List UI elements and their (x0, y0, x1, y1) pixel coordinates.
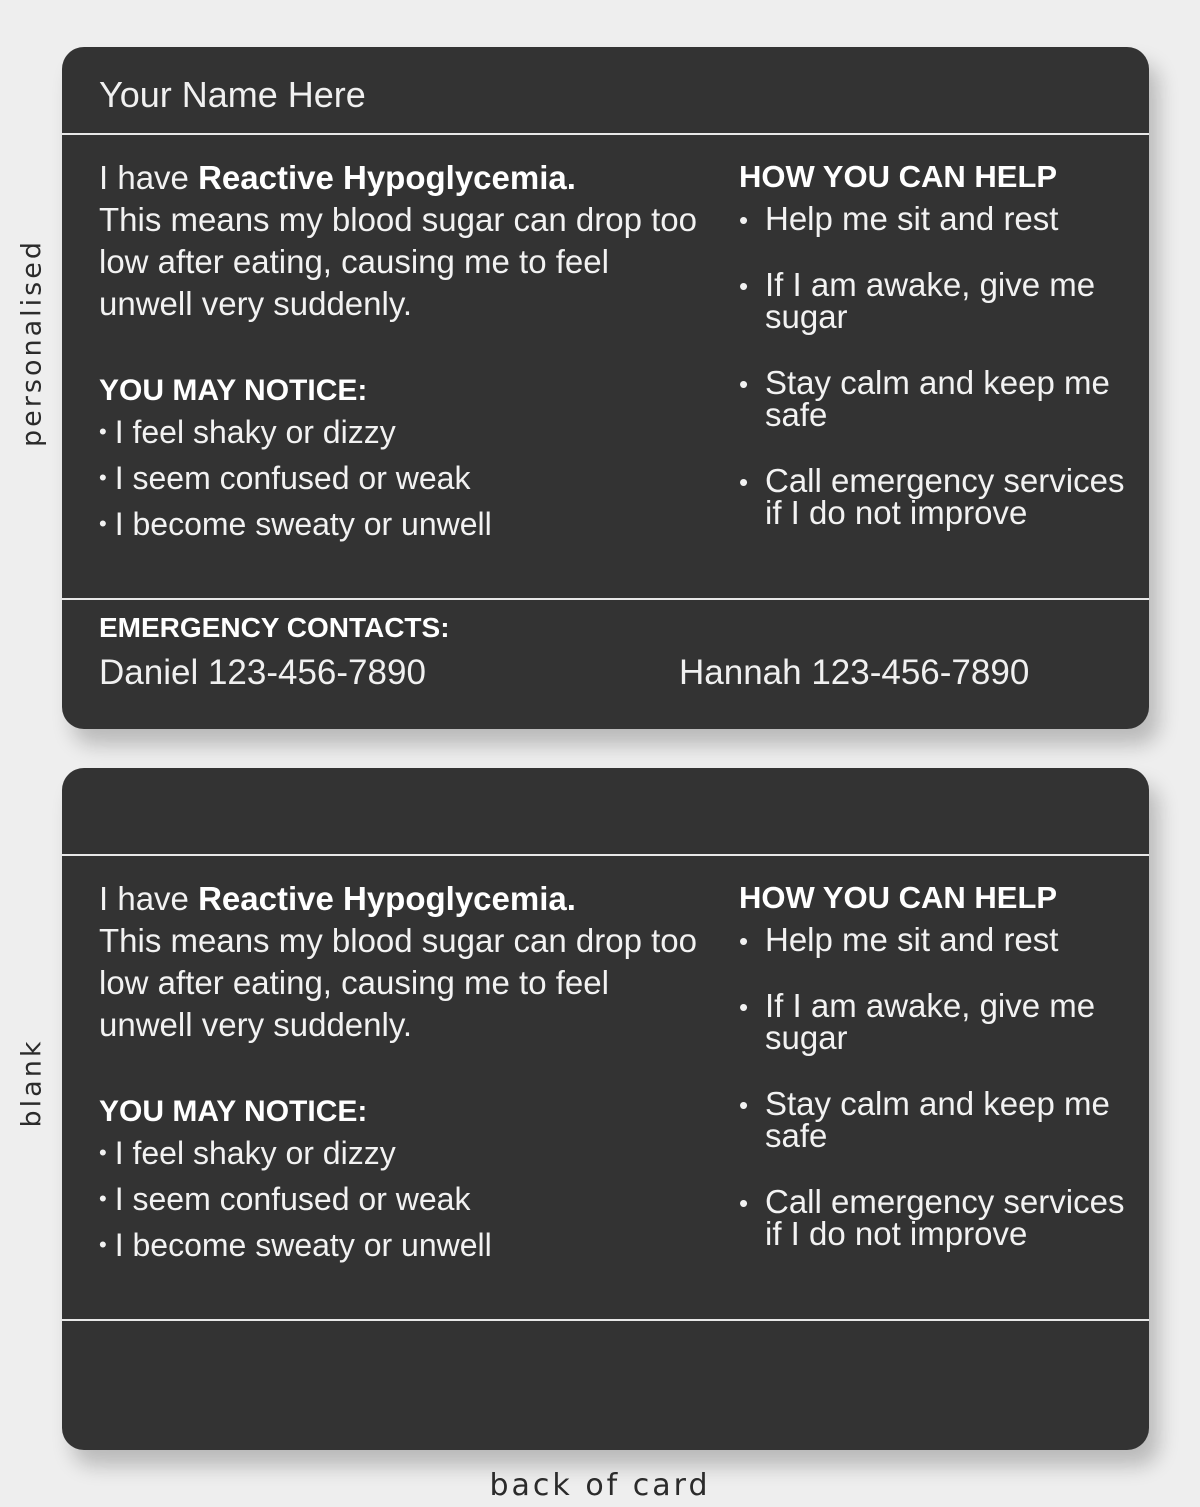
contacts-divider (62, 598, 1149, 600)
help-heading: HOW YOU CAN HELP (739, 880, 1058, 915)
notice-heading: YOU MAY NOTICE: (99, 374, 368, 407)
help-item: • Help me sit and rest (739, 924, 1139, 956)
help-list (739, 921, 1139, 1252)
notice-list (99, 411, 699, 549)
blank-label: blank (16, 1038, 48, 1128)
header-divider (62, 854, 1149, 856)
help-item: • Call emergency services if I do not improve (739, 1186, 1139, 1250)
personalised-card (62, 47, 1149, 729)
condition-intro (99, 157, 699, 325)
blank-card (62, 768, 1149, 1450)
header-divider (62, 133, 1149, 135)
notice-item: • I seem confused or weak (99, 457, 699, 503)
help-item: • Stay calm and keep me safe (739, 1088, 1139, 1152)
condition-section (99, 157, 699, 549)
contact-entry: Daniel 123-456-7890 (99, 653, 426, 692)
notice-item: • I seem confused or weak (99, 1178, 699, 1224)
notice-item: • I feel shaky or dizzy (99, 1132, 699, 1178)
condition-section (99, 878, 699, 1270)
help-section (739, 878, 1139, 1284)
contacts-heading: EMERGENCY CONTACTS: (99, 612, 450, 643)
intro-description: This means my blood sugar can drop too low after eating, causing me to feel unwell very suddenly. (99, 922, 697, 1043)
help-item: • Call emergency services if I do not improve (739, 465, 1139, 529)
contact-entry: Hannah 123-456-7890 (679, 653, 1030, 692)
help-item: • If I am awake, give me sugar (739, 269, 1139, 333)
intro-description: This means my blood sugar can drop too low after eating, causing me to feel unwell very suddenly. (99, 201, 697, 322)
notice-item: • I become sweaty or unwell (99, 1224, 699, 1270)
help-list (739, 200, 1139, 531)
help-heading: HOW YOU CAN HELP (739, 159, 1058, 194)
contacts-divider (62, 1319, 1149, 1321)
condition-name: Reactive Hypoglycemia. (198, 880, 576, 917)
help-item: • Stay calm and keep me safe (739, 367, 1139, 431)
footer-label: back of card (489, 1468, 711, 1503)
notice-heading: YOU MAY NOTICE: (99, 1095, 368, 1128)
help-item: • If I am awake, give me sugar (739, 990, 1139, 1054)
personalised-label: personalised (16, 239, 48, 447)
condition-intro (99, 878, 699, 1046)
notice-item: • I feel shaky or dizzy (99, 411, 699, 457)
notice-item: • I become sweaty or unwell (99, 503, 699, 549)
help-section (739, 157, 1139, 563)
help-item: • Help me sit and rest (739, 203, 1139, 235)
notice-list (99, 1132, 699, 1270)
intro-prefix: I have (99, 880, 199, 917)
condition-name: Reactive Hypoglycemia. (198, 159, 576, 196)
intro-prefix: I have (99, 159, 199, 196)
card-holder-name: Your Name Here (99, 74, 366, 115)
